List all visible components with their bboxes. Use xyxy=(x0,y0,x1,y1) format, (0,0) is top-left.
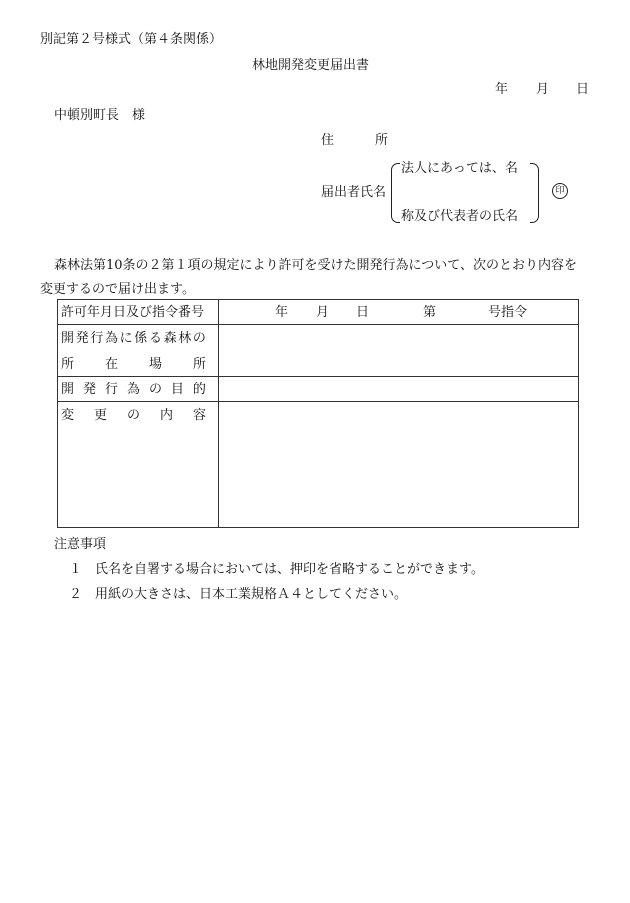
addressee: 中頓別町長 様 xyxy=(54,108,146,123)
note-number: １ xyxy=(69,562,83,577)
label-char: の xyxy=(192,331,206,346)
label-char: 開 xyxy=(61,382,75,397)
label-char: の xyxy=(148,382,162,397)
permit-year: 年 xyxy=(275,305,289,320)
label-char: 行 xyxy=(104,382,118,397)
permit-date-number-label: 許可年月日及び指令番号 xyxy=(61,305,205,320)
date-year-label: 年 xyxy=(495,82,509,97)
table-divider xyxy=(58,376,578,377)
label-char: に xyxy=(119,331,133,346)
permit-number-suffix: 号指令 xyxy=(488,305,528,320)
label-char: 変 xyxy=(61,408,75,423)
development-purpose-label xyxy=(61,383,206,396)
bracket-right xyxy=(530,163,539,223)
label-char: の xyxy=(126,408,140,423)
label-char: 係 xyxy=(134,331,148,346)
label-char: 為 xyxy=(104,331,118,346)
label-char: 発 xyxy=(75,331,89,346)
seal-mark: 印 xyxy=(552,183,568,199)
address-label-2: 所 xyxy=(375,133,389,148)
permit-day: 日 xyxy=(356,305,370,320)
label-char: 所 xyxy=(192,357,206,372)
label-char: 所 xyxy=(61,357,75,372)
label-char: 的 xyxy=(192,382,206,397)
label-char: 内 xyxy=(159,408,173,423)
label-char: 森 xyxy=(163,331,177,346)
note-text: 氏名を自署する場合においては、押印を省略することができます。 xyxy=(95,562,484,577)
change-details-label xyxy=(61,409,206,422)
body-line-2: 変更するので届け出ます。 xyxy=(40,282,195,297)
body-line-1: 森林法第10条の２第１項の規定により許可を受けた開発行為について、次のとおり内容を xyxy=(54,258,578,273)
table-divider xyxy=(58,324,578,325)
label-char: 為 xyxy=(126,382,140,397)
permit-month: 月 xyxy=(316,305,330,320)
forest-location-label-line1 xyxy=(61,332,206,345)
table-column-divider xyxy=(218,300,219,527)
label-char: 発 xyxy=(82,382,96,397)
permit-number-prefix: 第 xyxy=(423,305,437,320)
label-char: る xyxy=(148,331,162,346)
table-divider xyxy=(58,401,578,402)
forest-location-label-line2 xyxy=(61,358,206,371)
bracket-left xyxy=(391,163,400,223)
label-char: 開 xyxy=(61,331,75,346)
label-char: 林 xyxy=(178,331,192,346)
date-month-label: 月 xyxy=(536,82,550,97)
label-char: 場 xyxy=(148,357,162,372)
permit-table xyxy=(57,299,579,528)
label-char: 更 xyxy=(93,408,107,423)
applicant-name-label: 届出者氏名 xyxy=(321,185,387,200)
form-reference: 別記第２号様式（第４条関係） xyxy=(40,32,223,47)
notes-heading: 注意事項 xyxy=(54,537,107,552)
note-number: ２ xyxy=(69,587,83,602)
corporate-note-line1: 法人にあっては、名 xyxy=(401,161,518,176)
corporate-note-line2: 称及び代表者の氏名 xyxy=(401,209,519,224)
note-text: 用紙の大きさは、日本工業規格Ａ４としてください。 xyxy=(95,587,408,602)
label-char: 在 xyxy=(104,357,118,372)
date-day-label: 日 xyxy=(576,82,590,97)
label-char: 行 xyxy=(90,331,104,346)
label-char: 容 xyxy=(192,408,206,423)
label-char: 目 xyxy=(170,382,184,397)
document-title: 林地開発変更届出書 xyxy=(252,58,370,73)
address-label-1: 住 xyxy=(321,133,335,148)
